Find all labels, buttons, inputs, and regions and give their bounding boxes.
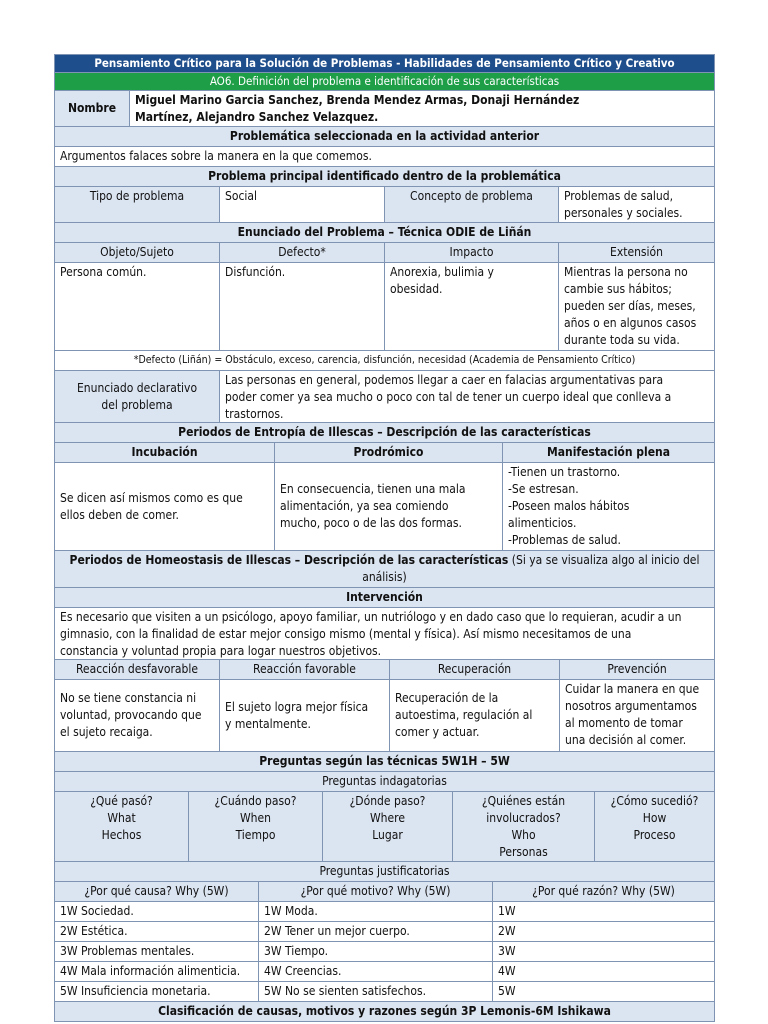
odie-title: Enunciado del Problema – Técnica ODIE de Liñán xyxy=(55,223,714,242)
prodromico-line-1: En consecuencia, tienen una mala xyxy=(280,482,466,496)
causa-3: 3W Problemas mentales. xyxy=(55,942,259,961)
enunciado-text xyxy=(220,371,714,422)
odie-columns-row xyxy=(54,243,715,263)
worksheet-table xyxy=(54,54,715,1022)
why-row-4 xyxy=(54,962,715,982)
desfavorable-line-2: voluntad, provocando que xyxy=(60,708,202,722)
causa-1: 1W Sociedad. xyxy=(55,902,259,921)
justificatorias-title: Preguntas justificatorias xyxy=(55,862,714,881)
extension-line-5: durante toda su vida. xyxy=(564,333,680,347)
homeostasis-title-bold: Periodos de Homeostasis de Illescas – Descripción de las características xyxy=(69,553,509,567)
motivo-2: 2W Tener un mejor cuerpo. xyxy=(259,922,493,941)
motivo-3: 3W Tiempo. xyxy=(259,942,493,961)
who-word: Who xyxy=(511,828,536,842)
odie-defecto: Disfunción. xyxy=(220,263,385,350)
indagatorias-row xyxy=(54,792,715,862)
question-where xyxy=(323,792,453,861)
razon-5: 5W xyxy=(498,984,516,998)
prodromico-line-2: alimentación, ya sea comiendo xyxy=(280,499,449,513)
justificatorias-columns-row xyxy=(54,882,715,902)
who-meaning: Personas xyxy=(499,845,548,859)
odie-header-objeto: Objeto/Sujeto xyxy=(55,243,220,262)
entropia-header-manifestacion: Manifestación plena xyxy=(503,443,714,462)
header-recuperacion: Recuperación xyxy=(390,660,560,679)
header-favorable: Reacción favorable xyxy=(220,660,390,679)
favorable-line-2: y mentalmente. xyxy=(225,716,311,731)
document-title: Pensamiento Crítico para la Solución de Problemas - Habilidades de Pensamiento Crítico y Creativo xyxy=(55,55,714,72)
enunciado-label-line-1: Enunciado declarativo xyxy=(76,380,198,395)
manifestacion-line-4: alimenticios. xyxy=(508,516,577,530)
homeostasis-title xyxy=(55,551,714,587)
recuperacion xyxy=(390,680,560,751)
enunciado-line-1: Las personas en general, podemos llegar a caer en falacias argumentativas para xyxy=(225,373,664,387)
enunciado-line-3: trastornos. xyxy=(225,407,284,421)
header-prevencion: Prevención xyxy=(560,660,714,679)
causa-4: 4W Mala información alimenticia. xyxy=(55,962,259,981)
causa-5: 5W Insuficiencia monetaria. xyxy=(55,982,259,1001)
prevencion-line-1: Cuidar la manera en que xyxy=(565,682,700,696)
when-word: When xyxy=(239,811,271,825)
where-question: ¿Dónde paso? xyxy=(349,794,426,808)
title-row xyxy=(54,54,715,73)
who-question-1: ¿Quiénes están xyxy=(481,794,566,808)
tipo-label: Tipo de problema xyxy=(55,187,220,222)
odie-impacto xyxy=(385,263,559,350)
odie-values-row xyxy=(54,263,715,351)
concepto-value xyxy=(559,187,714,222)
odie-header-impacto: Impacto xyxy=(385,243,559,262)
name-line-2: Martínez, Alejandro Sanchez Velazquez. xyxy=(135,110,379,124)
principal-title: Problema principal identificado dentro de la problemática xyxy=(55,167,714,186)
extension-line-3: pueden ser días, meses, xyxy=(564,299,696,313)
when-question: ¿Cuándo paso? xyxy=(214,794,297,808)
entropia-values-row xyxy=(54,463,715,551)
razon-2: 2W xyxy=(498,924,516,938)
who-question-2: involucrados? xyxy=(486,811,561,825)
incubacion-line-1: Se dicen así mismos como es que xyxy=(60,490,243,505)
reaccion-columns-row xyxy=(54,660,715,680)
homeostasis-header-row xyxy=(54,551,715,588)
reaccion-favorable xyxy=(220,680,390,751)
tipo-value: Social xyxy=(220,187,385,222)
clasificacion-header-row xyxy=(54,1002,715,1022)
entropia-header-row xyxy=(54,423,715,443)
razon-3: 3W xyxy=(498,944,516,958)
razon-1: 1W xyxy=(498,904,516,918)
prevencion xyxy=(560,680,714,751)
extension-line-4: años o en algunos casos xyxy=(564,316,697,330)
entropia-manifestacion xyxy=(503,463,714,550)
name-row xyxy=(54,91,715,127)
question-how xyxy=(595,792,714,861)
impacto-line-2: obesidad. xyxy=(390,282,443,296)
why-row-1 xyxy=(54,902,715,922)
question-who xyxy=(453,792,595,861)
razon-4: 4W xyxy=(498,964,516,978)
entropia-title: Periodos de Entropía de Illescas – Descripción de las características xyxy=(55,423,714,442)
header-causa: ¿Por qué causa? Why (5W) xyxy=(55,882,259,901)
why-row-5 xyxy=(54,982,715,1002)
enunciado-label-line-2: del problema xyxy=(101,397,173,412)
preguntas-header-row xyxy=(54,752,715,772)
motivo-4: 4W Creencias. xyxy=(259,962,493,981)
prodromico-line-3: mucho, poco o de las dos formas. xyxy=(280,516,462,530)
principal-header-row xyxy=(54,167,715,187)
intervencion-header-row xyxy=(54,588,715,608)
prevencion-line-4: una decisión al comer. xyxy=(565,733,687,747)
indagatorias-title: Preguntas indagatorias xyxy=(55,772,714,791)
impacto-line-1: Anorexia, bulimia y xyxy=(390,265,494,279)
problematica-header-row xyxy=(54,127,715,147)
problematica-text: Argumentos falaces sobre la manera en la que comemos. xyxy=(60,149,372,163)
manifestacion-line-3: -Poseen malos hábitos xyxy=(508,499,630,513)
name-label: Nombre xyxy=(55,91,130,126)
concepto-line-1: Problemas de salud, xyxy=(564,189,674,203)
extension-line-1: Mientras la persona no xyxy=(564,265,688,279)
odie-footnote-row xyxy=(54,351,715,371)
problematica-title: Problemática seleccionada en la actividad anterior xyxy=(55,127,714,146)
odie-header-row xyxy=(54,223,715,243)
problematica-row xyxy=(54,147,715,167)
odie-extension xyxy=(559,263,714,350)
enunciado-row xyxy=(54,371,715,423)
entropia-header-incubacion: Incubación xyxy=(55,443,275,462)
favorable-line-1: El sujeto logra mejor física xyxy=(225,699,369,714)
where-word: Where xyxy=(370,811,405,825)
what-question: ¿Qué pasó? xyxy=(90,794,153,808)
header-desfavorable: Reacción desfavorable xyxy=(55,660,220,679)
header-razon: ¿Por qué razón? Why (5W) xyxy=(493,882,714,901)
entropia-header-prodromico: Prodrómico xyxy=(275,443,503,462)
extension-line-2: cambie sus hábitos; xyxy=(564,282,672,296)
odie-footnote: *Defecto (Liñán) = Obstáculo, exceso, carencia, disfunción, necesidad (Academia de Pensamiento Crítico) xyxy=(133,354,636,366)
odie-header-defecto: Defecto* xyxy=(220,243,385,262)
header-motivo: ¿Por qué motivo? Why (5W) xyxy=(259,882,493,901)
motivo-1: 1W Moda. xyxy=(259,902,493,921)
clasificacion-title: Clasificación de causas, motivos y razones según 3P Lemonis-6M Ishikawa xyxy=(55,1002,714,1021)
what-meaning: Hechos xyxy=(101,828,142,842)
intervencion-text xyxy=(55,608,714,659)
name-value xyxy=(130,91,714,126)
manifestacion-line-5: -Problemas de salud. xyxy=(508,533,621,547)
intervencion-line-3: constancia y voluntad propia para logar nuestros objetivos. xyxy=(60,644,382,658)
enunciado-line-2: poder comer ya sea mucho o poco con tal de tener un cuerpo ideal que conlleva a xyxy=(225,390,672,404)
enunciado-label xyxy=(55,371,220,422)
prevencion-line-2: nosotros argumentamos xyxy=(565,699,697,713)
manifestacion-line-1: -Tienen un trastorno. xyxy=(508,465,621,479)
motivo-5: 5W No se sienten satisfechos. xyxy=(259,982,493,1001)
incubacion-line-2: ellos deben de comer. xyxy=(60,507,179,522)
name-line-1: Miguel Marino Garcia Sanchez, Brenda Mendez Armas, Donaji Hernández xyxy=(135,93,580,107)
intervencion-line-2: gimnasio, con la finalidad de estar mejor consigo mismo (mental y física). Así mismo necesitamos de una xyxy=(60,627,632,641)
homeostasis-title-note: (Si ya se visualiza algo al inicio del análisis) xyxy=(362,553,700,584)
preguntas-title: Preguntas según las técnicas 5W1H – 5W xyxy=(55,752,714,771)
entropia-incubacion xyxy=(55,463,275,550)
where-meaning: Lugar xyxy=(372,828,403,842)
recuperacion-line-1: Recuperación de la xyxy=(395,691,499,705)
justificatorias-header-row xyxy=(54,862,715,882)
desfavorable-line-1: No se tiene constancia ni xyxy=(60,691,197,705)
when-meaning: Tiempo xyxy=(235,828,276,842)
prevencion-line-3: al momento de tomar xyxy=(565,716,683,730)
intervencion-title: Intervención xyxy=(55,588,714,607)
what-word: What xyxy=(107,811,136,825)
manifestacion-line-2: -Se estresan. xyxy=(508,482,579,496)
concepto-label: Concepto de problema xyxy=(385,187,559,222)
entropia-columns-row xyxy=(54,443,715,463)
question-when xyxy=(189,792,323,861)
recuperacion-line-3: comer y actuar. xyxy=(395,725,480,739)
indagatorias-header-row xyxy=(54,772,715,792)
recuperacion-line-2: autoestima, regulación al xyxy=(395,708,533,722)
why-row-3 xyxy=(54,942,715,962)
how-word: How xyxy=(642,811,667,825)
concepto-line-2: personales y sociales. xyxy=(564,206,683,220)
odie-header-extension: Extensión xyxy=(559,243,714,262)
how-meaning: Proceso xyxy=(633,828,676,842)
activity-row xyxy=(54,73,715,91)
activity-title: AO6. Definición del problema e identificación de sus características xyxy=(55,73,714,90)
why-row-2 xyxy=(54,922,715,942)
entropia-prodromico xyxy=(275,463,503,550)
reaccion-values-row xyxy=(54,680,715,752)
causa-2: 2W Estética. xyxy=(55,922,259,941)
intervencion-row xyxy=(54,608,715,660)
intervencion-line-1: Es necesario que visiten a un psicólogo, apoyo familiar, un nutriólogo y en dado caso que lo requieran, acudir a un xyxy=(60,610,682,624)
principal-row xyxy=(54,187,715,223)
reaccion-desfavorable xyxy=(55,680,220,751)
how-question: ¿Cómo sucedió? xyxy=(610,794,699,808)
odie-objeto: Persona común. xyxy=(55,263,220,350)
question-what xyxy=(55,792,189,861)
desfavorable-line-3: el sujeto recaiga. xyxy=(60,725,153,739)
